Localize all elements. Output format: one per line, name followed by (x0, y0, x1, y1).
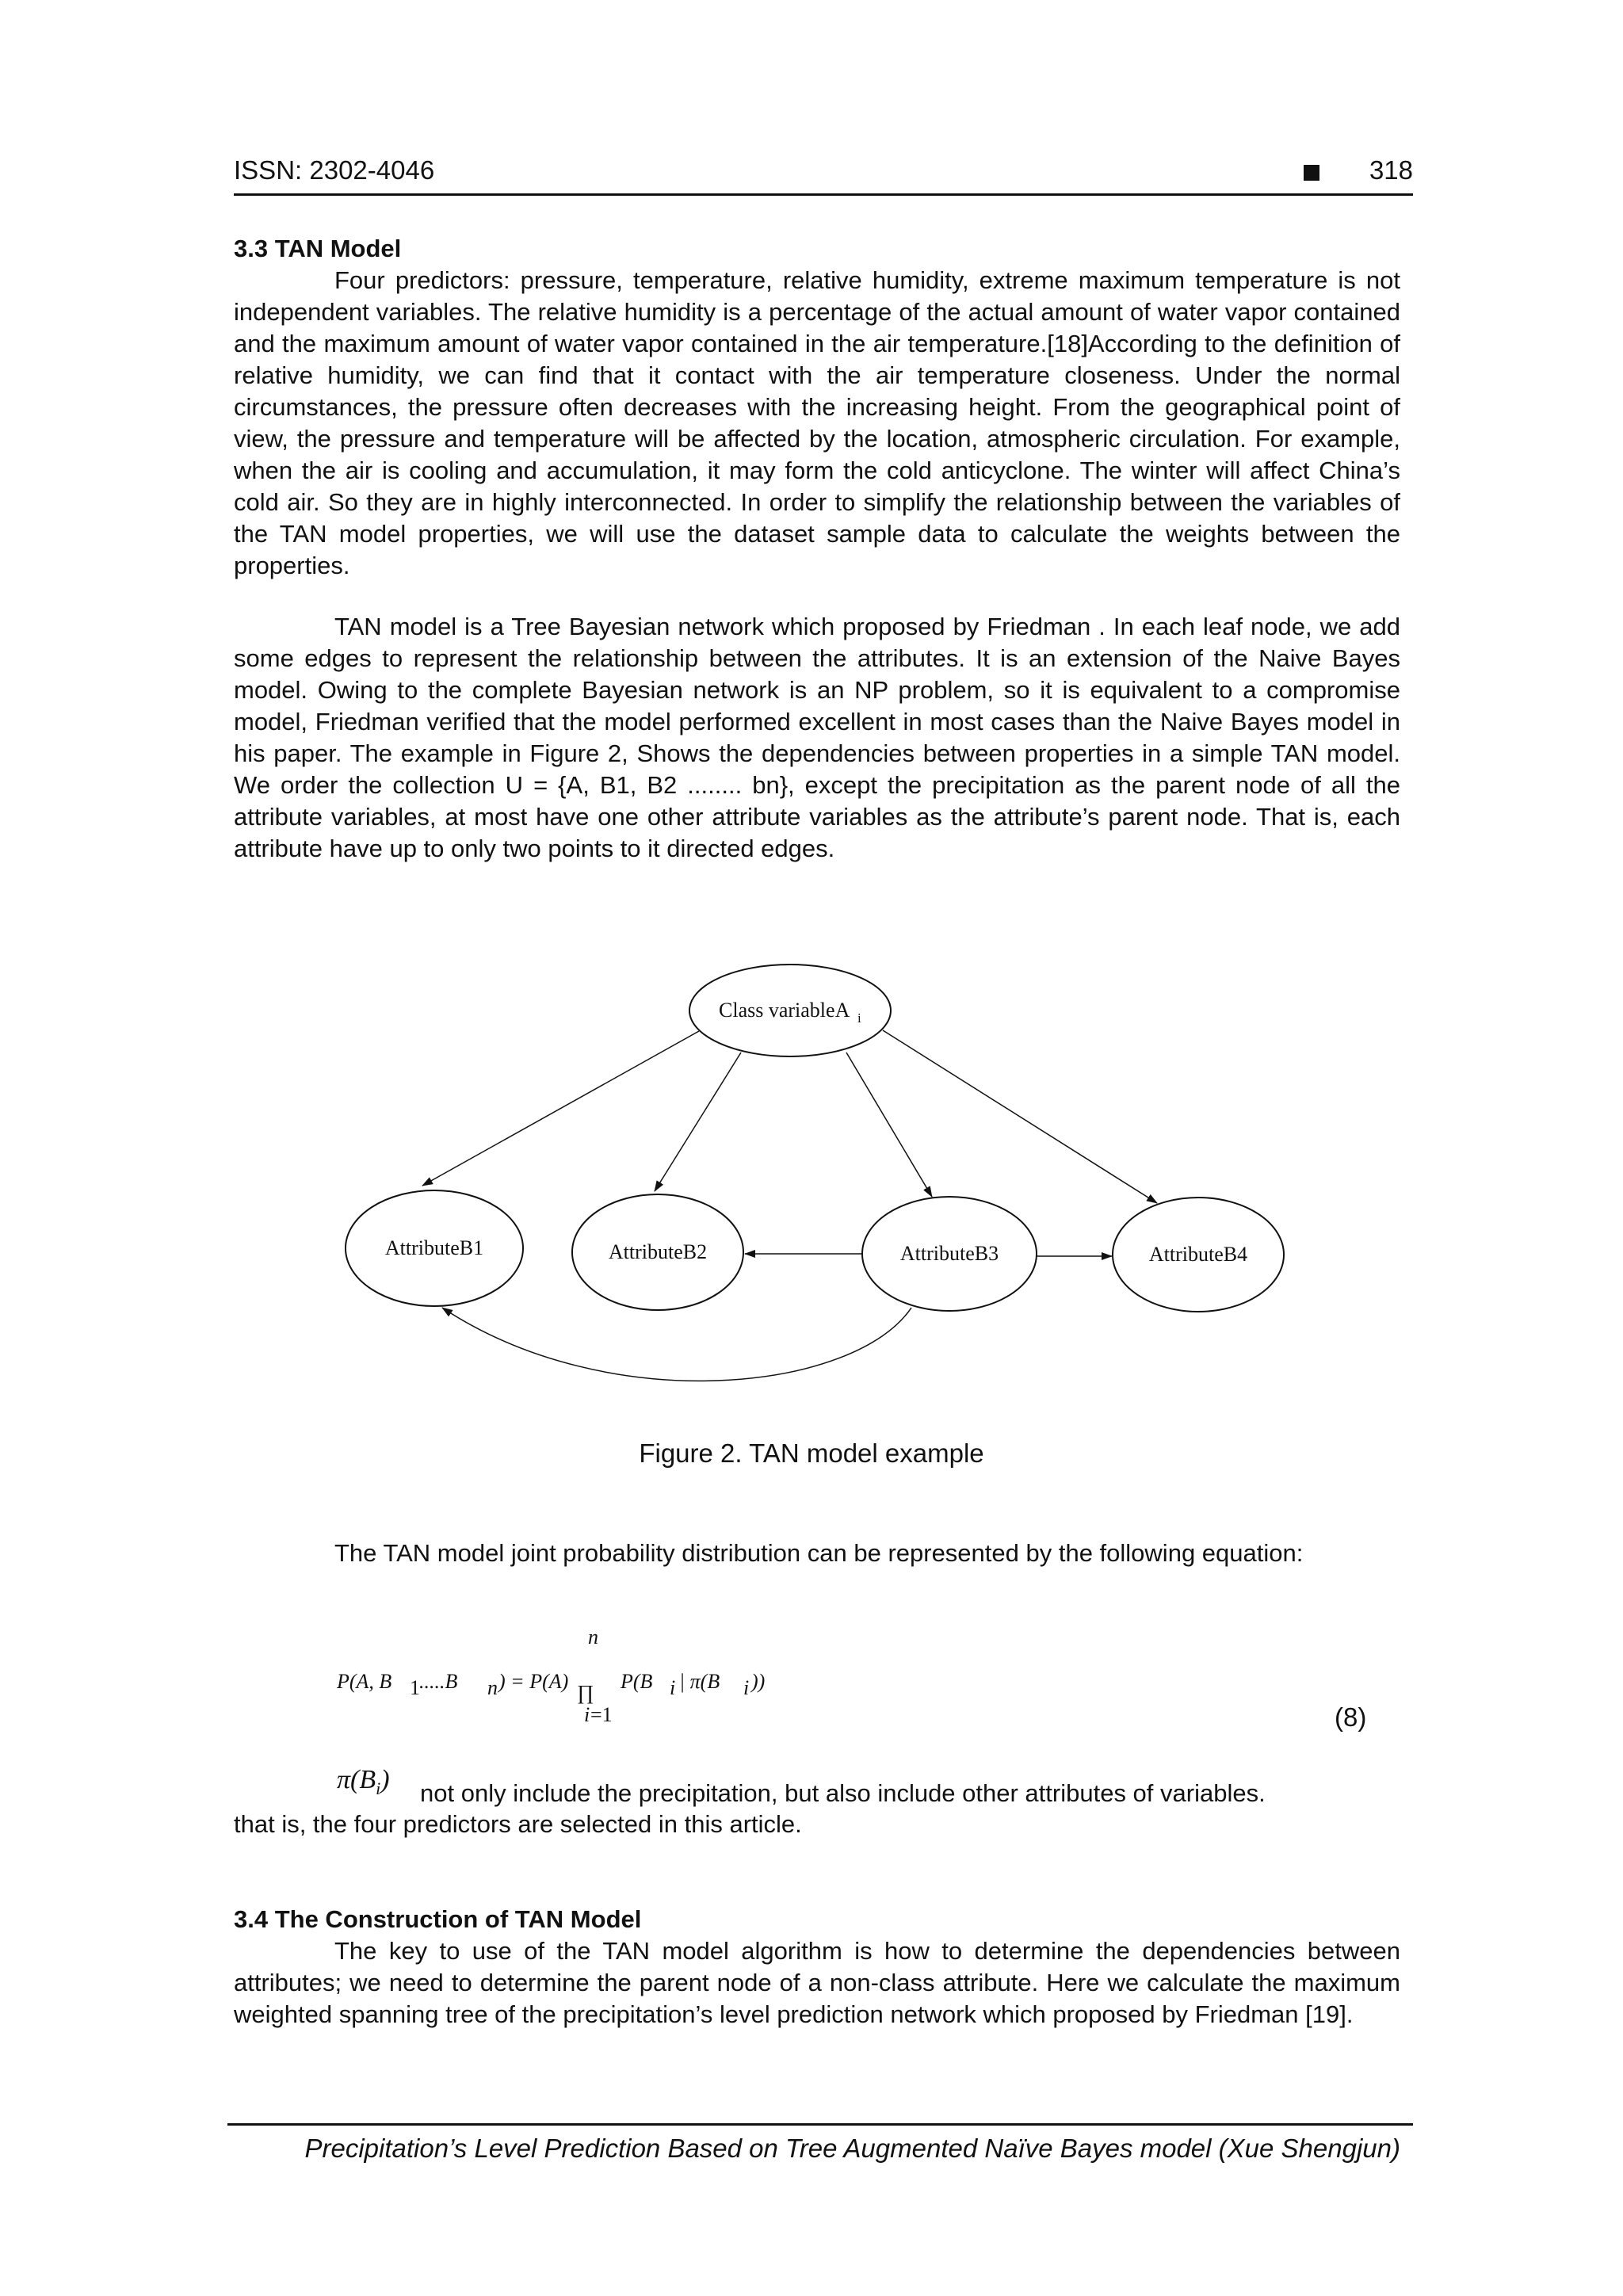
attribute-b4-label: AttributeB4 (1148, 1243, 1248, 1266)
svg-text:∏: ∏ (577, 1681, 594, 1704)
joint-probability-equation (337, 1633, 828, 1728)
attribute-node-b1 (346, 1190, 523, 1306)
class-node-label: Class variableA (719, 999, 850, 1022)
svg-text:i: i (584, 1703, 590, 1726)
svg-text:P(A, B: P(A, B (337, 1670, 392, 1693)
figure-caption: Figure 2. TAN model example (639, 1438, 984, 1468)
attribute-node-b3 (862, 1197, 1037, 1311)
tan-paragraph-1: Four predictors: pressure, temperature, relative humidity, extreme maximum temperature is not independent variables. The relative humidity is a percentage of the actual amount of water vapor contained and the maximum amount of water vapor contained in the air temperature.[18]According to the definition of relative humidity, we can find that it contact with the air temperature closeness. Under the normal circumstances, the pressure often decreases with the increasing height. From the geographical point of view, the pressure and temperature will be affected by the location, atmospheric circulation. For example, when the air is cooling and accumulation, it may form the cold anticyclone. The winter will affect China’s cold air. So they are in highly interconnected. In order to simplify the relationship between the variables of the TAN model properties, we will use the dataset sample data to calculate the weights between the properties. (234, 266, 1400, 579)
svg-text:n: n (487, 1676, 498, 1699)
equation-explanation-line1: not only include the precipitation, but also include other attributes of variables. (420, 1779, 1266, 1807)
equation-intro: The TAN model joint probability distribution can be represented by the following equation: (334, 1539, 1304, 1567)
page-footer (227, 2123, 1413, 2163)
page-number: 318 (1369, 155, 1413, 185)
page-header (234, 152, 1413, 196)
attribute-b1-label: AttributeB1 (384, 1236, 484, 1259)
attribute-b2-label: AttributeB2 (608, 1240, 708, 1263)
attribute-node-b2 (572, 1194, 743, 1310)
svg-text:n: n (588, 1633, 598, 1648)
svg-text:i: i (670, 1676, 676, 1699)
svg-text:1: 1 (410, 1676, 420, 1699)
attribute-b3-label: AttributeB3 (899, 1242, 999, 1265)
svg-text:=1: =1 (590, 1703, 613, 1726)
issn: ISSN: 2302-4046 (234, 155, 435, 185)
edge-class-to-b2 (655, 1052, 741, 1191)
tan-paragraph-2: TAN model is a Tree Bayesian network which proposed by Friedman . In each leaf node, we add some edges to represent the relationship between the attributes. It is an extension of the Naive Bayes model. Owing to the complete Bayesian network is an NP problem, so it is equivalent to a compromise model, Friedman verified that the model performed excellent in most cases than the Naive Bayes model in his paper. The example in Figure 2, Shows the dependencies between properties in a simple TAN model. We order the collection U = {A, B1, B2 ........ bn}, except the precipitation as the parent node of all the attribute variables, at most have one other attribute variables as the attribute’s parent node. That is, each attribute have up to only two points to it directed edges. (234, 613, 1400, 862)
class-variable-node (689, 965, 891, 1056)
equation-explanation-line2: that is, the four predictors are selected in this article. (234, 1810, 802, 1838)
class-node-subscript: i (857, 1010, 861, 1026)
section-title-construction: 3.4 The Construction of TAN Model (234, 1905, 642, 1933)
edge-class-to-b1 (422, 1031, 699, 1186)
attribute-node-b4 (1113, 1198, 1284, 1312)
svg-text:i: i (743, 1676, 750, 1699)
edge-b3-to-b1 (442, 1308, 911, 1381)
svg-text:) = P(A): ) = P(A) (498, 1670, 569, 1693)
equation-number: (8) (1335, 1702, 1367, 1732)
edge-class-to-b4 (883, 1030, 1157, 1203)
edge-class-to-b3 (846, 1052, 932, 1197)
svg-text:P(B: P(B (621, 1670, 653, 1693)
section-title-tan-model: 3.3 TAN Model (234, 235, 402, 262)
square-bullet-icon (1304, 165, 1319, 181)
svg-text:| π(B: | π(B (679, 1670, 720, 1693)
tan-model-diagram (0, 943, 1623, 1419)
construction-paragraph: The key to use of the TAN model algorithm is how to determine the dependencies between attributes; we need to determine the parent node of a non-class attribute. Here we calculate the maximum weighted spanning tree of the precipitation’s level prediction network which proposed by Friedman [19]. (234, 1937, 1400, 2028)
pi-b-symbol: $\pi(B_i)$ (337, 1765, 390, 1798)
footer-text: Precipitation’s Level Prediction Based on Tree Augmented Naïve Bayes model (Xue Shengjun) (304, 2134, 1400, 2163)
svg-text:.....B: .....B (419, 1670, 458, 1693)
svg-text:)): )) (751, 1670, 766, 1693)
